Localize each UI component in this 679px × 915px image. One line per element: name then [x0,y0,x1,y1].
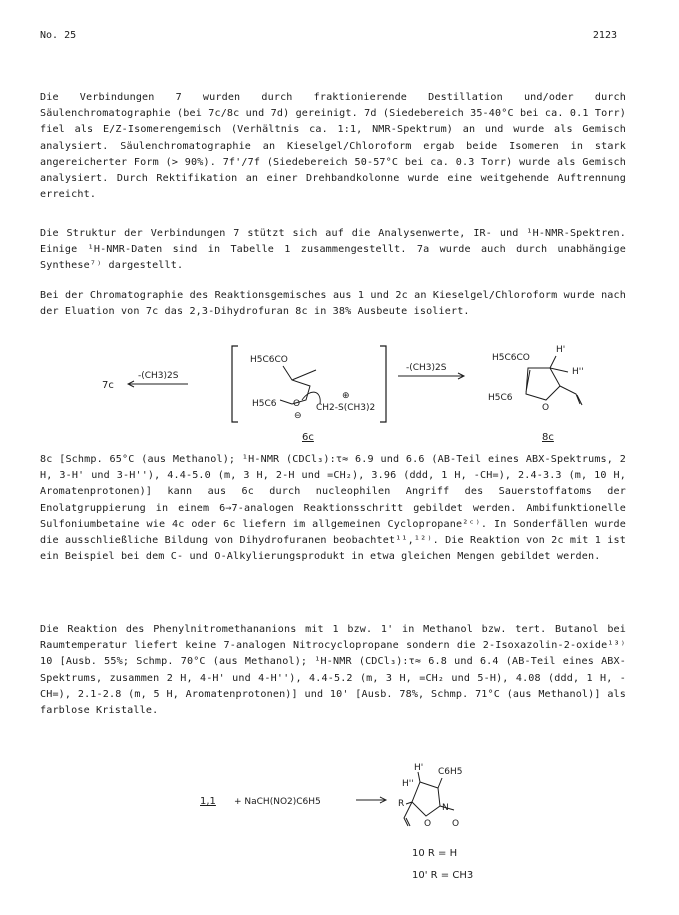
compound-7c-label: 7c [102,380,114,391]
atom-n: N [442,803,449,813]
bracket-left [232,346,238,422]
bracket-right [380,346,386,422]
atom-o2: O [452,819,460,829]
atom-h-prime: H' [556,345,566,355]
reagent-left: -(CH3)2S [138,371,179,381]
atom-o1: O [424,819,432,829]
atom-o-minus: O [293,399,301,409]
atom-r: R [398,799,405,809]
reactant-ref: 1,1 [200,796,216,807]
reaction-scheme-isoxazoline [190,760,520,900]
page-number: 2123 [592,30,617,41]
atom-h5c6co-left: H5C6CO [250,355,288,365]
paragraph-isoxazoline: Die Reaktion des Phenylnitromethananions mit 1 bzw. 1' in Methanol bzw. tert. Butanol bei Raumtemperatur liefert keine 7-analogen Nitrocyclopropane sondern die 2-Isoxazolin-2-oxide¹³⁾ 10 [Ausb. 55%; Schmp. 70°C (aus Methanol); ¹H-NMR (CDCl₃):τ≈ 6.8 und 6.4 (AB-Teil eines ABX-Spektrums, zusammen 2 H, 4-H' und 4-H''), 4.4-5.2 (m, 3 H, =CH₂ und 5-H), 4.08 (ddd, 1 H, -CH=), 2.1-2.8 (m, 5 H, Aromatenprotonen)] und 10' [Ausb. 78%, Schmp. 71°C (aus Methanol)] als farblose Kristalle. [40,624,626,717]
atom-h-dprime: H'' [572,367,584,377]
product-10-label: 10 R = H [412,848,458,859]
reagent-right: -(CH3)2S [406,363,447,373]
intermediate-6c-label: 6c [302,432,314,443]
paragraph-purification: Die Verbindungen 7 wurden durch fraktionierende Destillation und/oder durch Säulenchromatographie (bei 7c/8c und 7d) gereinigt. 7d (Siedebereich 35-40°C bei ca. 0.1 Torr) fiel als E/Z-Isomerengemisch (Verhältnis ca. 1:1, NMR-Spektrum) an und wurde als Gemisch analysiert. Säulenchromatographie an Kieselgel/Chloroform ergab beide Isomeren in stark angereicherter Form (> 90%). 7f'/7f (Siedebereich 50-57°C bei ca. 0.3 Torr) wurde als Gemisch analysiert. Durch Rektifikation an einer Drehbandkolonne wurde eine weitgehende Auftrennung erreicht. [40,92,626,201]
running-header-left: No. 25 [40,30,77,41]
dihydrofuran-ring [526,356,582,405]
atom-h5c6-right: H5C6 [488,393,513,403]
product-10p-label: 10' R = CH3 [412,870,474,881]
paragraph-structure: Die Struktur der Verbindungen 7 stützt sich auf die Analysenwerte, IR- und ¹H-NMR-Spektren. Einige ¹H-NMR-Daten sind in Tabelle 1 zusammengestellt. 7a wurde auch durch unabhängige Synthese⁷⁾ dargestellt. [40,228,626,272]
atom-h-prime-2: H' [414,763,424,773]
atom-h-dprime-2: H'' [402,779,414,789]
reaction-scheme-8c [80,338,600,446]
charge-minus: ⊖ [294,411,302,421]
charge-plus: ⊕ [342,391,350,401]
atom-h5c6-left: H5C6 [252,399,277,409]
atom-ch2-s: CH2-S(CH3)2 [316,403,376,413]
atom-c6h5: C6H5 [438,767,463,777]
paragraph-8c-data: 8c [Schmp. 65°C (aus Methanol); ¹H-NMR (CDCl₃):τ≈ 6.9 und 6.6 (AB-Teil eines ABX-Spektrums, 2 H, 3-H' und 3-H''), 4.4-5.0 (m, 3 H, 2-H und =CH₂), 3.96 (ddd, 1 H, -CH=), 2.4-3.3 (m, 10 H, Aromatenprotonen)] kann aus 6c durch nucleophilen Angriff des Sauerstoffatoms der Enolatgruppierung in einem 6→7-analogen Reaktionsschritt gebildet werden. Ambifunktionelle Sulfoniumbetaine wie 4c oder 6c liefern im allgemeinen Cyclopropane²ᶜ⁾. In Sonderfällen wurde die ausschließliche Bildung von Dihydrofuranen beobachtet¹¹,¹²⁾. Die Reaktion von 2c mit 1 ist ein Beispiel bei dem C- und O-Alkylierungsprodukt in etwa gleichen Mengen gebildet werden. [40,454,626,563]
reagent-nitro: + NaCH(NO2)C6H5 [234,797,321,807]
atom-o-ring: O [542,403,550,413]
product-8c-label: 8c [542,432,554,443]
atom-h5c6co-right: H5C6CO [492,353,530,363]
paragraph-chromatography: Bei der Chromatographie des Reaktionsgemisches aus 1 und 2c an Kieselgel/Chloroform wurde nach der Eluation von 7c das 2,3-Dihydrofuran 8c in 38% Ausbeute isoliert. [40,290,626,318]
